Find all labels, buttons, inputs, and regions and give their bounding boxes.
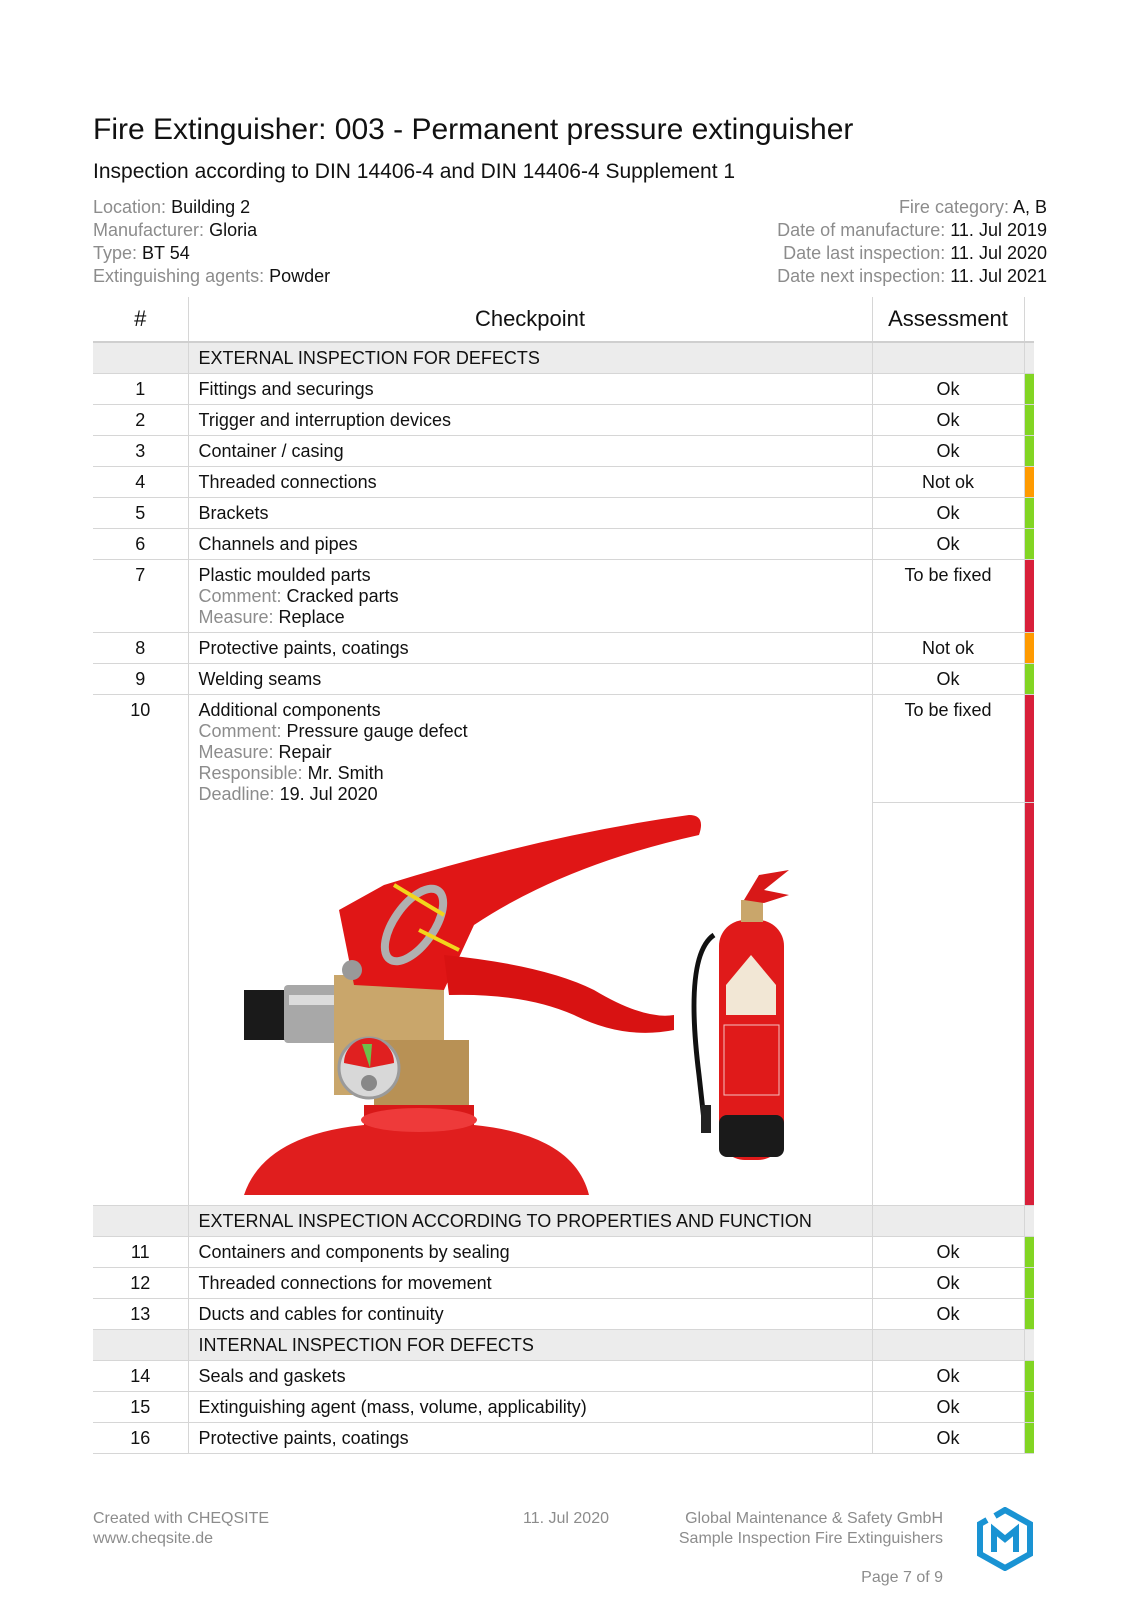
status-bar-ok [1024, 497, 1034, 528]
meta-label: Fire category: [898, 197, 1013, 217]
fire-extinguisher-photo [244, 815, 844, 1195]
row-number: 5 [93, 497, 188, 528]
row-checkpoint: Brackets [188, 497, 872, 528]
meta-manufacturer [93, 219, 330, 242]
status-bar-to-be-fixed [1024, 802, 1034, 1205]
footer-left [93, 1509, 269, 1549]
meta-value: Gloria [209, 220, 258, 240]
row-assessment: To be fixed [872, 559, 1024, 632]
section-title: EXTERNAL INSPECTION FOR DEFECTS [188, 342, 872, 373]
meta-date-next-inspection [777, 265, 1047, 288]
status-bar-ok [1024, 1422, 1034, 1453]
row-checkpoint-detail [188, 694, 872, 1205]
detail-label: Responsible: [198, 762, 308, 783]
row-number: 12 [93, 1267, 188, 1298]
row-checkpoint: Protective paints, coatings [188, 1422, 872, 1453]
footer-date: 11. Jul 2020 [523, 1510, 609, 1527]
page-title: Fire Extinguisher: 003 - Permanent pressure extinguisher [93, 113, 854, 146]
table-row [93, 1298, 1034, 1329]
row-number: 16 [93, 1422, 188, 1453]
row-checkpoint: Container / casing [188, 435, 872, 466]
meta-location [93, 196, 330, 219]
row-number: 6 [93, 528, 188, 559]
detail-label: Measure: [198, 741, 279, 762]
status-bar-ok [1024, 528, 1034, 559]
row-assessment: To be fixed [872, 694, 1024, 802]
row-assessment: Ok [872, 1391, 1024, 1422]
row-deadline [199, 784, 872, 805]
row-checkpoint: Plastic moulded parts [198, 564, 371, 585]
meta-value: 11. Jul 2019 [950, 220, 1047, 240]
row-assessment: Not ok [872, 466, 1024, 497]
status-bar-ok [1024, 404, 1034, 435]
row-number: 13 [93, 1298, 188, 1329]
row-number: 1 [93, 373, 188, 404]
row-comment [199, 721, 872, 742]
meta-value: Powder [269, 266, 331, 286]
meta-value: Building 2 [171, 197, 251, 217]
row-checkpoint-detail [188, 559, 872, 632]
detail-value: Cracked parts [286, 585, 399, 606]
meta-date-manufacture [777, 219, 1047, 242]
table-row [93, 1422, 1034, 1453]
table-row [93, 528, 1034, 559]
row-number: 14 [93, 1360, 188, 1391]
status-bar-ok [1024, 1236, 1034, 1267]
detail-label: Measure: [198, 606, 279, 627]
meta-value: 11. Jul 2021 [950, 266, 1047, 286]
meta-label: Location: [93, 197, 172, 217]
table-row [93, 694, 1034, 802]
table-row [93, 632, 1034, 663]
row-checkpoint: Trigger and interruption devices [188, 404, 872, 435]
status-bar-ok [1024, 373, 1034, 404]
meta-left [93, 196, 330, 288]
meta-value: 11. Jul 2020 [950, 243, 1047, 263]
row-checkpoint: Protective paints, coatings [188, 632, 872, 663]
row-assessment: Ok [872, 1236, 1024, 1267]
meta-label: Date of manufacture: [777, 220, 951, 240]
row-checkpoint: Fittings and securings [188, 373, 872, 404]
meta-type [93, 242, 330, 265]
table-row [93, 373, 1034, 404]
header-checkpoint: Checkpoint [188, 297, 872, 342]
page-number: Page 7 of 9 [861, 1569, 943, 1586]
row-number: 8 [93, 632, 188, 663]
row-checkpoint: Seals and gaskets [188, 1360, 872, 1391]
row-number: 15 [93, 1391, 188, 1422]
row-number: 10 [93, 694, 188, 1205]
row-checkpoint: Ducts and cables for continuity [188, 1298, 872, 1329]
meta-right [777, 196, 1047, 288]
meta-fire-category [777, 196, 1047, 219]
row-checkpoint: Containers and components by sealing [188, 1236, 872, 1267]
footer-report-name: Sample Inspection Fire Extinguishers [678, 1530, 943, 1547]
photo-container [199, 805, 872, 1205]
meta-label: Date next inspection: [777, 266, 951, 286]
row-comment [199, 586, 872, 607]
footer-company: Global Maintenance & Safety GmbH [685, 1510, 943, 1527]
table-row [93, 1391, 1034, 1422]
table-row [93, 663, 1034, 694]
footer-website-link[interactable]: www.cheqsite.de [93, 1530, 214, 1547]
meta-label: Extinguishing agents: [93, 266, 270, 286]
meta-value: BT 54 [142, 243, 190, 263]
row-assessment: Ok [872, 373, 1024, 404]
row-checkpoint: Channels and pipes [188, 528, 872, 559]
table-row [93, 1236, 1034, 1267]
footer-right [679, 1509, 943, 1549]
meta-label: Manufacturer: [93, 220, 210, 240]
row-assessment: Ok [872, 1298, 1024, 1329]
header-number: # [93, 297, 188, 342]
header-assessment: Assessment [872, 297, 1024, 342]
row-number: 7 [93, 559, 188, 632]
table-row [93, 435, 1034, 466]
meta-label: Date last inspection: [783, 243, 951, 263]
table-header [93, 297, 1034, 342]
row-number: 9 [93, 663, 188, 694]
row-number: 4 [93, 466, 188, 497]
status-bar-not-ok [1024, 632, 1034, 663]
status-bar-ok [1024, 435, 1034, 466]
table-row [93, 466, 1034, 497]
row-measure [199, 607, 872, 628]
meta-date-last-inspection [777, 242, 1047, 265]
detail-value: Pressure gauge defect [286, 720, 468, 741]
checkpoint-table [93, 297, 1034, 1454]
table-row [93, 1360, 1034, 1391]
row-measure [199, 742, 872, 763]
detail-value: Repair [278, 741, 332, 762]
section-title: EXTERNAL INSPECTION ACCORDING TO PROPERTIES AND FUNCTION [188, 1205, 872, 1236]
row-number: 2 [93, 404, 188, 435]
status-bar-ok [1024, 1391, 1034, 1422]
section-row [93, 1205, 1034, 1236]
status-bar-to-be-fixed [1024, 694, 1034, 802]
section-row [93, 342, 1034, 373]
row-assessment: Ok [872, 663, 1024, 694]
row-assessment: Ok [872, 1360, 1024, 1391]
status-bar-not-ok [1024, 466, 1034, 497]
footer-created-with: Created with CHEQSITE [93, 1510, 270, 1527]
detail-value: Mr. Smith [307, 762, 384, 783]
row-number: 3 [93, 435, 188, 466]
row-checkpoint: Threaded connections for movement [188, 1267, 872, 1298]
detail-value: 19. Jul 2020 [279, 783, 378, 804]
detail-value: Replace [278, 606, 345, 627]
meta-value: A, B [1012, 197, 1047, 217]
table-row [93, 1267, 1034, 1298]
row-number: 11 [93, 1236, 188, 1267]
page-subtitle: Inspection according to DIN 14406-4 and DIN 14406-4 Supplement 1 [93, 160, 736, 183]
status-bar-ok [1024, 1298, 1034, 1329]
row-assessment: Ok [872, 404, 1024, 435]
row-checkpoint: Extinguishing agent (mass, volume, applicability) [188, 1391, 872, 1422]
table-row [93, 497, 1034, 528]
row-assessment: Ok [872, 497, 1024, 528]
meta-extinguishing-agents [93, 265, 330, 288]
table-row [93, 559, 1034, 632]
status-bar-ok [1024, 663, 1034, 694]
status-bar-to-be-fixed [1024, 559, 1034, 632]
row-assessment: Not ok [872, 632, 1024, 663]
detail-label: Deadline: [198, 783, 280, 804]
detail-label: Comment: [198, 585, 287, 606]
row-checkpoint: Welding seams [188, 663, 872, 694]
row-checkpoint: Additional components [198, 699, 381, 720]
section-title: INTERNAL INSPECTION FOR DEFECTS [188, 1329, 872, 1360]
row-assessment: Ok [872, 1267, 1024, 1298]
section-row [93, 1329, 1034, 1360]
header-status [1024, 297, 1034, 342]
status-bar-ok [1024, 1360, 1034, 1391]
row-assessment: Ok [872, 435, 1024, 466]
table-row [93, 404, 1034, 435]
detail-label: Comment: [198, 720, 287, 741]
row-responsible [199, 763, 872, 784]
row-assessment: Ok [872, 528, 1024, 559]
row-checkpoint: Threaded connections [188, 466, 872, 497]
cheqsite-logo-icon [975, 1507, 1035, 1571]
status-bar-ok [1024, 1267, 1034, 1298]
row-assessment: Ok [872, 1422, 1024, 1453]
meta-label: Type: [93, 243, 143, 263]
